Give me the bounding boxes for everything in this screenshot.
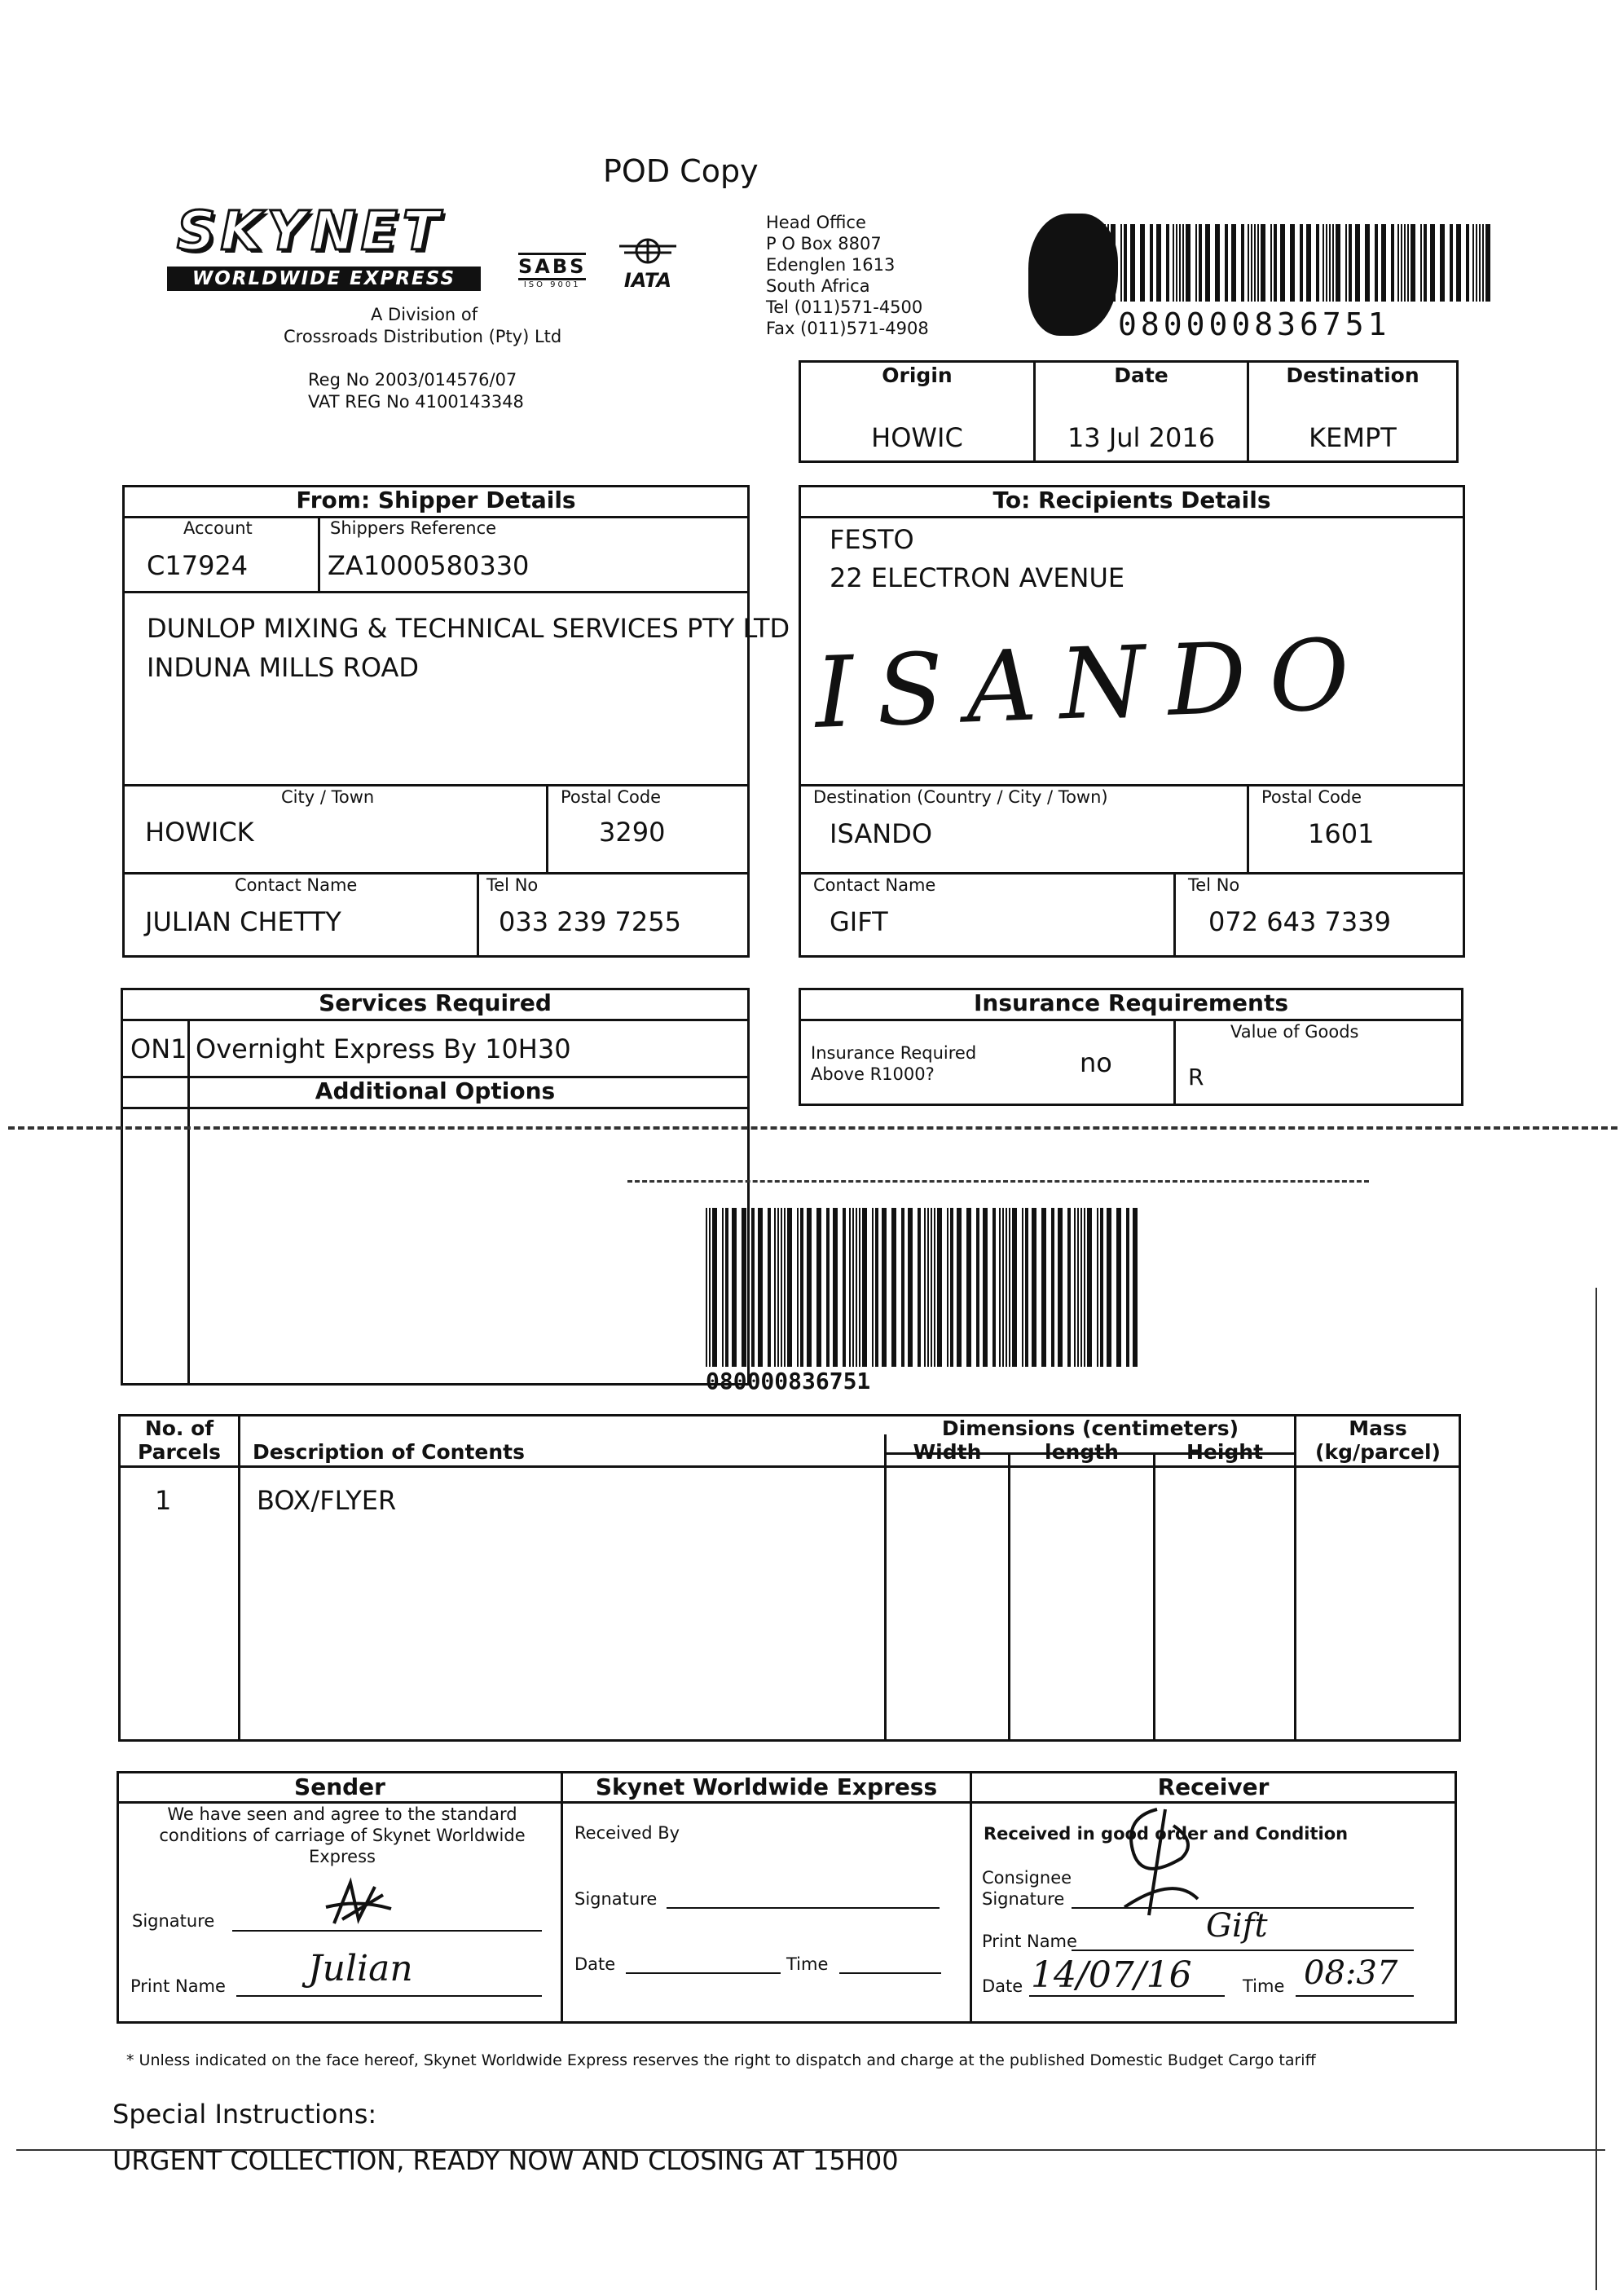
barcode-bar xyxy=(781,1208,782,1367)
barcode-bar xyxy=(852,1208,854,1367)
skynet-sig-line xyxy=(667,1907,940,1909)
col-parcels-2: Parcels xyxy=(137,1440,222,1464)
barcode-bar xyxy=(722,1208,724,1367)
barcode-bar xyxy=(1479,224,1481,302)
barcode-bar xyxy=(833,1208,838,1367)
receiver-received-label: Received in good order and Condition xyxy=(984,1824,1349,1844)
barcode-bar xyxy=(1199,224,1202,302)
barcode-bar xyxy=(856,1208,857,1367)
barcode-bar xyxy=(1424,224,1427,302)
receiver-sig-label: Signature xyxy=(982,1889,1065,1909)
barcode-bar xyxy=(1120,224,1122,302)
sabs-text: SABS xyxy=(518,253,586,280)
logo-tagline: WORLDWIDE EXPRESS xyxy=(167,267,481,291)
barcode-bar xyxy=(1440,224,1445,302)
barcode-bar xyxy=(1336,224,1340,302)
receiver-title: Receiver xyxy=(1157,1773,1270,1800)
barcode-bar xyxy=(1084,1208,1085,1367)
iata-globe-icon xyxy=(619,236,676,266)
shipper-tel-label: Tel No xyxy=(486,875,539,895)
barcode-bar xyxy=(1472,224,1474,302)
barcode-bar xyxy=(1401,224,1402,302)
barcode-bar xyxy=(1231,224,1236,302)
shipper-title: From: Shipper Details xyxy=(296,487,576,513)
company-parent: Crossroads Distribution (Pty) Ltd xyxy=(284,327,562,346)
special-label: Special Instructions: xyxy=(112,2099,377,2130)
barcode-bar xyxy=(1316,224,1319,302)
barcode-bar xyxy=(1215,224,1220,302)
barcode-bar xyxy=(1248,224,1249,302)
destination-value: KEMPT xyxy=(1309,422,1397,453)
fold-line xyxy=(8,1126,1617,1130)
barcode-bar xyxy=(1355,224,1360,302)
sender-name-label: Print Name xyxy=(130,1976,226,1996)
ho-line: P O Box 8807 xyxy=(766,234,882,253)
skynet-time-label: Time xyxy=(786,1954,829,1974)
middle-barcode xyxy=(706,1208,1138,1367)
barcode-bar xyxy=(1241,224,1244,302)
shipper-postal: 3290 xyxy=(599,817,666,848)
barcode-bar xyxy=(826,1208,830,1367)
inner-dashed-line xyxy=(627,1180,1369,1183)
barcode-bar xyxy=(1107,224,1109,302)
shipper-ref-label: Shippers Reference xyxy=(330,518,497,538)
shipper-ref-value: ZA1000580330 xyxy=(328,550,530,581)
barcode-bar xyxy=(931,1208,932,1367)
goods-value: R xyxy=(1188,1064,1204,1090)
barcode-bar xyxy=(1025,1208,1028,1367)
barcode-bar xyxy=(872,1208,874,1367)
barcode-bar xyxy=(1306,224,1311,302)
recipient-tel: 072 643 7339 xyxy=(1208,906,1391,937)
barcode-bar xyxy=(1205,224,1210,302)
special-rule xyxy=(16,2149,1605,2151)
skynet-logo xyxy=(167,200,509,297)
company-division: A Division of xyxy=(371,305,478,324)
middle-barcode-number: 080000836751 xyxy=(706,1368,871,1394)
barcode-bar xyxy=(1485,224,1490,302)
barcode-bar xyxy=(784,1208,786,1367)
col-description: Description of Contents xyxy=(253,1440,526,1464)
recipient-handwritten-city: ISANDO xyxy=(812,618,1375,751)
sender-sig-label: Signature xyxy=(132,1911,215,1931)
doc-title: POD Copy xyxy=(603,153,759,189)
barcode-bar xyxy=(1251,224,1252,302)
barcode-bar xyxy=(901,1208,904,1367)
receiver-time-label: Time xyxy=(1243,1976,1285,1996)
barcode-bar xyxy=(1006,1208,1007,1367)
barcode-bar xyxy=(1100,1208,1103,1367)
barcode-bar xyxy=(1022,1208,1023,1367)
recipient-postal: 1601 xyxy=(1308,818,1375,849)
barcode-bar xyxy=(1411,224,1415,302)
skynet-title: Skynet Worldwide Express xyxy=(595,1773,938,1800)
skynet-date-line xyxy=(626,1972,781,1974)
barcode-bar xyxy=(1261,224,1265,302)
barcode-bar xyxy=(1126,1208,1129,1367)
barcode-bar xyxy=(1349,224,1352,302)
barcode-bar xyxy=(859,1208,860,1367)
barcode-bar xyxy=(709,1208,711,1367)
ho-line: Tel (011)571-4500 xyxy=(766,297,923,317)
shipper-address-2: INDUNA MILLS ROAD xyxy=(147,652,420,683)
barcode-bar xyxy=(1051,1208,1054,1367)
barcode-bar xyxy=(1074,1208,1076,1367)
barcode-bar xyxy=(918,1208,921,1367)
origin-value: HOWIC xyxy=(871,422,963,453)
barcode-bar xyxy=(1397,224,1399,302)
ho-line: Edenglen 1613 xyxy=(766,255,896,275)
barcode-bar xyxy=(1482,224,1484,302)
barcode-bar xyxy=(1280,224,1285,302)
recipient-address-1: 22 ELECTRON AVENUE xyxy=(830,562,1125,593)
barcode-bar xyxy=(1257,224,1259,302)
barcode-bar xyxy=(1456,224,1461,302)
date-value: 13 Jul 2016 xyxy=(1067,422,1216,453)
barcode-bar xyxy=(976,1208,979,1367)
barcode-bar xyxy=(875,1208,878,1367)
insurance-label-1: Insurance Required xyxy=(811,1043,977,1063)
barcode-bar xyxy=(1058,1208,1063,1367)
barcode-bar xyxy=(1156,224,1161,302)
company-vat: VAT REG No 4100143348 xyxy=(308,392,524,412)
barcode-bar xyxy=(742,1208,746,1367)
barcode-bar xyxy=(1041,1208,1046,1367)
barcode-bar xyxy=(999,1208,1001,1367)
col-height: Height xyxy=(1186,1440,1264,1464)
barcode-bar xyxy=(1179,224,1181,302)
barcode-bar xyxy=(1407,224,1409,302)
receiver-name-line xyxy=(1072,1950,1414,1951)
barcode-bar xyxy=(758,1208,763,1367)
barcode-bar xyxy=(1195,224,1197,302)
barcode-bar xyxy=(1077,1208,1079,1367)
head-office xyxy=(766,212,929,339)
barcode-bar xyxy=(816,1208,821,1367)
sender-terms: We have seen and agree to the standard conditions of carriage of Skynet Worldwide Express xyxy=(159,1804,526,1866)
barcode-bar xyxy=(957,1208,962,1367)
barcode-bar xyxy=(1133,1208,1138,1367)
barcode-bar xyxy=(1476,224,1477,302)
barcode-bar xyxy=(862,1208,867,1367)
barcode-bar xyxy=(1124,224,1127,302)
shipper-address-1: DUNLOP MIXING & TECHNICAL SERVICES PTY LTD xyxy=(147,613,790,644)
shipper-city: HOWICK xyxy=(145,817,254,848)
barcode-bar xyxy=(992,1208,996,1367)
barcode-bar xyxy=(937,1208,942,1367)
col-width: Width xyxy=(913,1440,982,1464)
date-label: Date xyxy=(1114,363,1168,387)
sender-signature xyxy=(318,1875,399,1936)
receiver-name-hand: Gift xyxy=(1206,1907,1268,1945)
barcode-bar xyxy=(1300,224,1303,302)
col-parcels-1: No. of xyxy=(144,1416,214,1440)
top-barcode-number: 080000836751 xyxy=(1118,306,1391,342)
barcode-bar xyxy=(966,1208,971,1367)
barcode-bar xyxy=(706,1208,707,1367)
service-code: ON1 xyxy=(130,1033,187,1064)
col-mass-2: (kg/parcel) xyxy=(1315,1440,1441,1464)
special-text: URGENT COLLECTION, READY NOW AND CLOSING AT 15H00 xyxy=(112,2145,899,2176)
col-length: length xyxy=(1045,1440,1119,1464)
barcode-bar xyxy=(1067,1208,1071,1367)
origin-label: Origin xyxy=(882,363,953,387)
barcode-bar xyxy=(797,1208,799,1367)
iata-text: IATA xyxy=(623,269,672,292)
receiver-date-hand: 14/07/16 xyxy=(1031,1954,1192,1996)
top-barcode xyxy=(1104,224,1495,302)
barcode-bar xyxy=(1225,224,1228,302)
stray-value: 3290 xyxy=(603,1223,608,1224)
services-title: Services Required xyxy=(319,989,552,1016)
barcode-bar xyxy=(1345,224,1347,302)
barcode-bar xyxy=(843,1208,846,1367)
sender-title: Sender xyxy=(294,1773,385,1800)
iata-logo xyxy=(619,236,676,292)
skynet-received-label: Received By xyxy=(574,1823,680,1843)
barcode-bar xyxy=(1323,224,1324,302)
barcode-bar xyxy=(947,1208,948,1367)
barcode-bar xyxy=(1009,1208,1010,1367)
barcode-bar xyxy=(1104,224,1106,302)
insurance-label-2: Above R1000? xyxy=(811,1064,935,1084)
barcode-bar xyxy=(1270,224,1272,302)
recipient-tel-label: Tel No xyxy=(1188,875,1240,895)
ho-line: Head Office xyxy=(766,213,866,232)
barcode-bar xyxy=(1166,224,1169,302)
barcode-bar xyxy=(1329,224,1331,302)
col-mass-1: Mass xyxy=(1349,1416,1407,1440)
recipient-name: FESTO xyxy=(830,524,914,555)
account-label: Account xyxy=(183,518,253,538)
parcel-count: 1 xyxy=(155,1485,172,1516)
barcode-bar xyxy=(751,1208,755,1367)
shipper-tel: 033 239 7255 xyxy=(499,906,681,937)
recipient-city-label: Destination (Country / City / Town) xyxy=(813,787,1108,807)
barcode-bar xyxy=(768,1208,771,1367)
barcode-bar xyxy=(882,1208,887,1367)
barcode-bar xyxy=(1391,224,1394,302)
barcode-bar xyxy=(1087,1208,1092,1367)
recipient-contact-label: Contact Name xyxy=(813,875,936,895)
barcode-bar xyxy=(1107,1208,1111,1367)
insurance-title: Insurance Requirements xyxy=(974,989,1288,1016)
recipient-title: To: Recipients Details xyxy=(992,487,1271,513)
parcel-desc: BOX/FLYER xyxy=(257,1485,397,1516)
skynet-time-line xyxy=(839,1972,941,1974)
barcode-bar xyxy=(924,1208,926,1367)
company-reg: Reg No 2003/014576/07 xyxy=(308,370,517,390)
destination-label: Destination xyxy=(1286,363,1419,387)
barcode-bar xyxy=(732,1208,737,1367)
account-value: C17924 xyxy=(147,550,249,581)
barcode-bar xyxy=(1080,1208,1082,1367)
barcode-bar xyxy=(774,1208,776,1367)
barcode-bar xyxy=(1186,224,1190,302)
barcode-bar xyxy=(1290,224,1295,302)
barcode-bar xyxy=(1254,224,1256,302)
barcode-bar xyxy=(1002,1208,1004,1367)
barcode-bar xyxy=(1375,224,1378,302)
barcode-bar xyxy=(1381,224,1386,302)
barcode-bar xyxy=(1430,224,1435,302)
barcode-bar xyxy=(777,1208,779,1367)
skynet-date-label: Date xyxy=(574,1954,616,1974)
service-desc: Overnight Express By 10H30 xyxy=(196,1033,571,1064)
barcode-bar xyxy=(950,1208,953,1367)
barcode-bar xyxy=(1176,224,1177,302)
logo-brand: SKYNET xyxy=(177,200,444,262)
receiver-time-line xyxy=(1296,1995,1414,1997)
barcode-bar xyxy=(1140,224,1145,302)
sender-name-line xyxy=(236,1995,542,1997)
recipient-postal-label: Postal Code xyxy=(1261,787,1362,807)
additional-options-title: Additional Options xyxy=(315,1077,556,1104)
receiver-consignee-label: Consignee xyxy=(982,1868,1072,1888)
shipper-contact-label: Contact Name xyxy=(235,875,358,895)
city-label: City / Town xyxy=(281,787,375,807)
barcode-bar xyxy=(1466,224,1469,302)
scan-edge-line xyxy=(1595,1288,1597,2290)
barcode-bar xyxy=(927,1208,929,1367)
barcode-bar xyxy=(983,1208,988,1367)
barcode-bar xyxy=(800,1208,803,1367)
barcode-bar xyxy=(1150,224,1153,302)
col-dimensions: Dimensions (centimeters) xyxy=(941,1416,1239,1440)
barcode-bar xyxy=(1450,224,1453,302)
sabs-sub: ISO 9001 xyxy=(523,280,581,289)
shipper-postal-label: Postal Code xyxy=(561,787,662,807)
barcode-bar xyxy=(1173,224,1174,302)
receiver-time-hand: 08:37 xyxy=(1304,1954,1398,1992)
recipient-contact: GIFT xyxy=(830,906,888,937)
barcode-bar xyxy=(1111,224,1116,302)
barcode-bar xyxy=(1012,1208,1017,1367)
footnote: * Unless indicated on the face hereof, Skynet Worldwide Express reserves the right to dispatch and charge at the published Domestic Budget Cargo tariff xyxy=(126,2051,1316,2069)
barcode-bar xyxy=(891,1208,896,1367)
barcode-bar xyxy=(849,1208,851,1367)
ho-line: South Africa xyxy=(766,276,870,296)
insurance-value: no xyxy=(1080,1047,1112,1078)
barcode-bar xyxy=(1420,224,1422,302)
barcode-bar xyxy=(725,1208,728,1367)
barcode-bar xyxy=(787,1208,792,1367)
recipient-city: ISANDO xyxy=(830,818,932,849)
receiver-name-label: Print Name xyxy=(982,1932,1077,1951)
sender-name-hand: Julian xyxy=(308,1948,413,1989)
sabs-logo xyxy=(518,253,586,289)
barcode-bar xyxy=(1130,224,1135,302)
goods-value-label: Value of Goods xyxy=(1230,1022,1359,1042)
shipper-contact: JULIAN CHETTY xyxy=(145,906,341,937)
barcode-bar xyxy=(1032,1208,1036,1367)
barcode-bar xyxy=(1404,224,1406,302)
barcode-bar xyxy=(712,1208,717,1367)
skynet-sig-label: Signature xyxy=(574,1889,658,1909)
barcode-bar xyxy=(807,1208,812,1367)
receiver-date-label: Date xyxy=(982,1976,1023,1996)
barcode-bar xyxy=(1365,224,1370,302)
barcode-bar xyxy=(934,1208,935,1367)
barcode-bar xyxy=(1274,224,1277,302)
barcode-bar xyxy=(1332,224,1334,302)
barcode-bar xyxy=(908,1208,913,1367)
barcode-bar xyxy=(1326,224,1327,302)
barcode-bar xyxy=(1116,1208,1121,1367)
barcode-bar xyxy=(1097,1208,1098,1367)
barcode-bar xyxy=(1182,224,1184,302)
ho-line: Fax (011)571-4908 xyxy=(766,319,929,338)
